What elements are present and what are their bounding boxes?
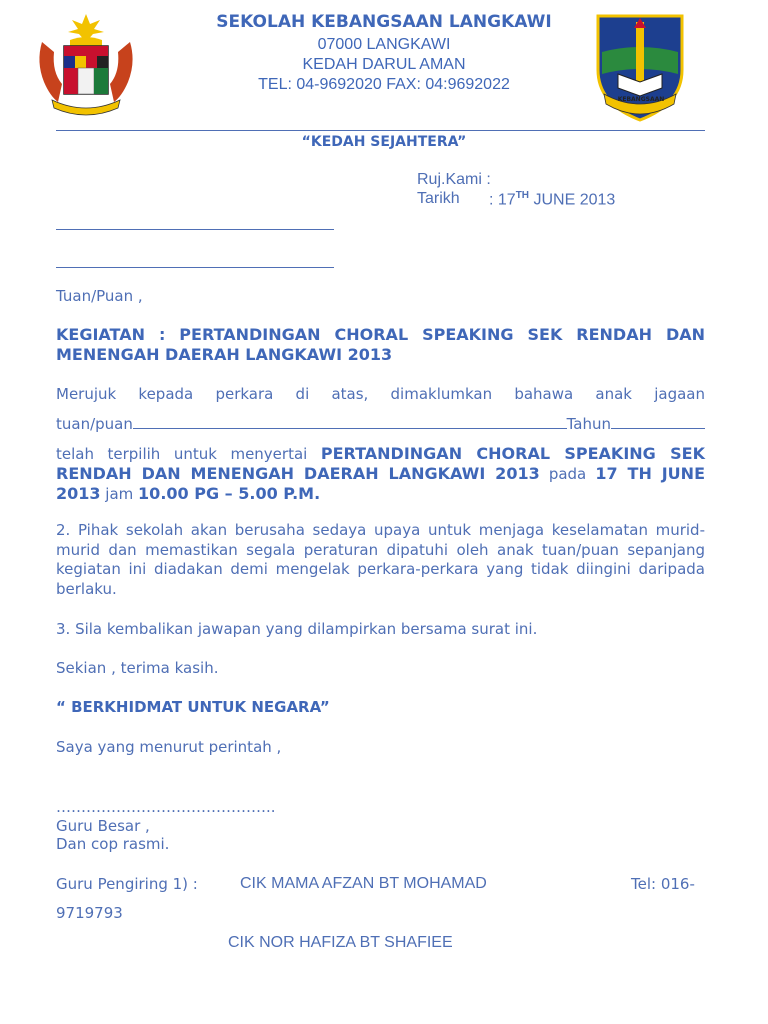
escort-name-1: CIK MAMA AFZAN BT MOHAMAD [240, 875, 487, 892]
signature-dots: …………………………………….. [56, 798, 276, 816]
tahun-text: Tahun [566, 415, 611, 433]
address-blank-line-1 [56, 229, 334, 230]
event-time: 10.00 PG – 5.00 P.M. [138, 484, 321, 503]
signer-title: Guru Besar , [56, 817, 150, 835]
state-motto: “KEDAH SEJAHTERA” [301, 134, 467, 150]
badge-text: KEBANGSAAN [617, 96, 665, 103]
tarikh-label: Tarikh [417, 190, 460, 207]
tarikh-value [489, 190, 615, 209]
sign-off: Saya yang menurut perintah , [56, 738, 282, 756]
service-slogan: “ BERKHIDMAT UNTUK NEGARA” [56, 698, 330, 716]
tarikh-suffix: TH [515, 190, 530, 201]
p1-text-3: jam [100, 485, 139, 503]
tuan-puan-text: tuan/puan [56, 415, 133, 433]
ruj-kami-label: Ruj.Kami : [417, 171, 491, 188]
student-name-blank[interactable] [133, 414, 567, 429]
signer-stamp: Dan cop rasmi. [56, 835, 170, 853]
tarikh-day: : 17 [489, 191, 516, 209]
school-name: SEKOLAH KEBANGSAAN LANGKAWI [216, 12, 552, 32]
escort-tel: Tel: 016- [631, 875, 695, 893]
address-line-2: KEDAH DARUL AMAN [302, 56, 466, 73]
subject-line-2: MENENGAH DAERAH LANGKAWI 2013 [56, 345, 393, 364]
event-date: 17 TH JUNE 2013 [56, 464, 705, 503]
address-blank-line-2 [56, 267, 334, 268]
paragraph-1-body [56, 444, 705, 504]
competition-name: PERTANDINGAN CHORAL SPEAKING SEK RENDAH DAN MENENGAH DAERAH LANGKAWI 2013 [56, 444, 705, 483]
subject-line-1: KEGIATAN : PERTANDINGAN CHORAL SPEAKING SEK RENDAH DAN [56, 325, 705, 344]
paragraph-1-line-1: Merujuk kepada perkara di atas, dimaklumkan bahawa anak jagaan [56, 385, 705, 403]
year-blank[interactable] [611, 414, 705, 429]
paragraph-3: 3. Sila kembalikan jawapan yang dilampirkan bersama surat ini. [56, 620, 538, 638]
closing-text: Sekian , terima kasih. [56, 659, 219, 677]
p1-text-1: telah terpilih untuk menyertai [56, 445, 321, 463]
contact-line: TEL: 04-9692020 FAX: 04:9692022 [258, 76, 510, 93]
escort-tel-continued: 9719793 [56, 904, 123, 922]
salutation: Tuan/Puan , [56, 287, 143, 305]
escort-name-2: CIK NOR HAFIZA BT SHAFIEE [228, 934, 453, 951]
p1-text-2: pada [539, 465, 596, 483]
paragraph-1-fill-line [56, 414, 705, 433]
paragraph-2: 2. Pihak sekolah akan berusaha sedaya upaya untuk menjaga keselamatan murid-murid dan memastikan segala peraturan dipatuhi oleh anak tuan/puan sepanjang kegiatan ini diadakan demi mengelak perkara-perkara yang tidak diingini daripada berlaku. [56, 521, 705, 598]
tarikh-month-year: JUNE 2013 [529, 191, 616, 209]
address-line-1: 07000 LANGKAWI [317, 36, 451, 53]
header-divider [56, 130, 705, 131]
escort-label: Guru Pengiring 1) : [56, 875, 198, 893]
